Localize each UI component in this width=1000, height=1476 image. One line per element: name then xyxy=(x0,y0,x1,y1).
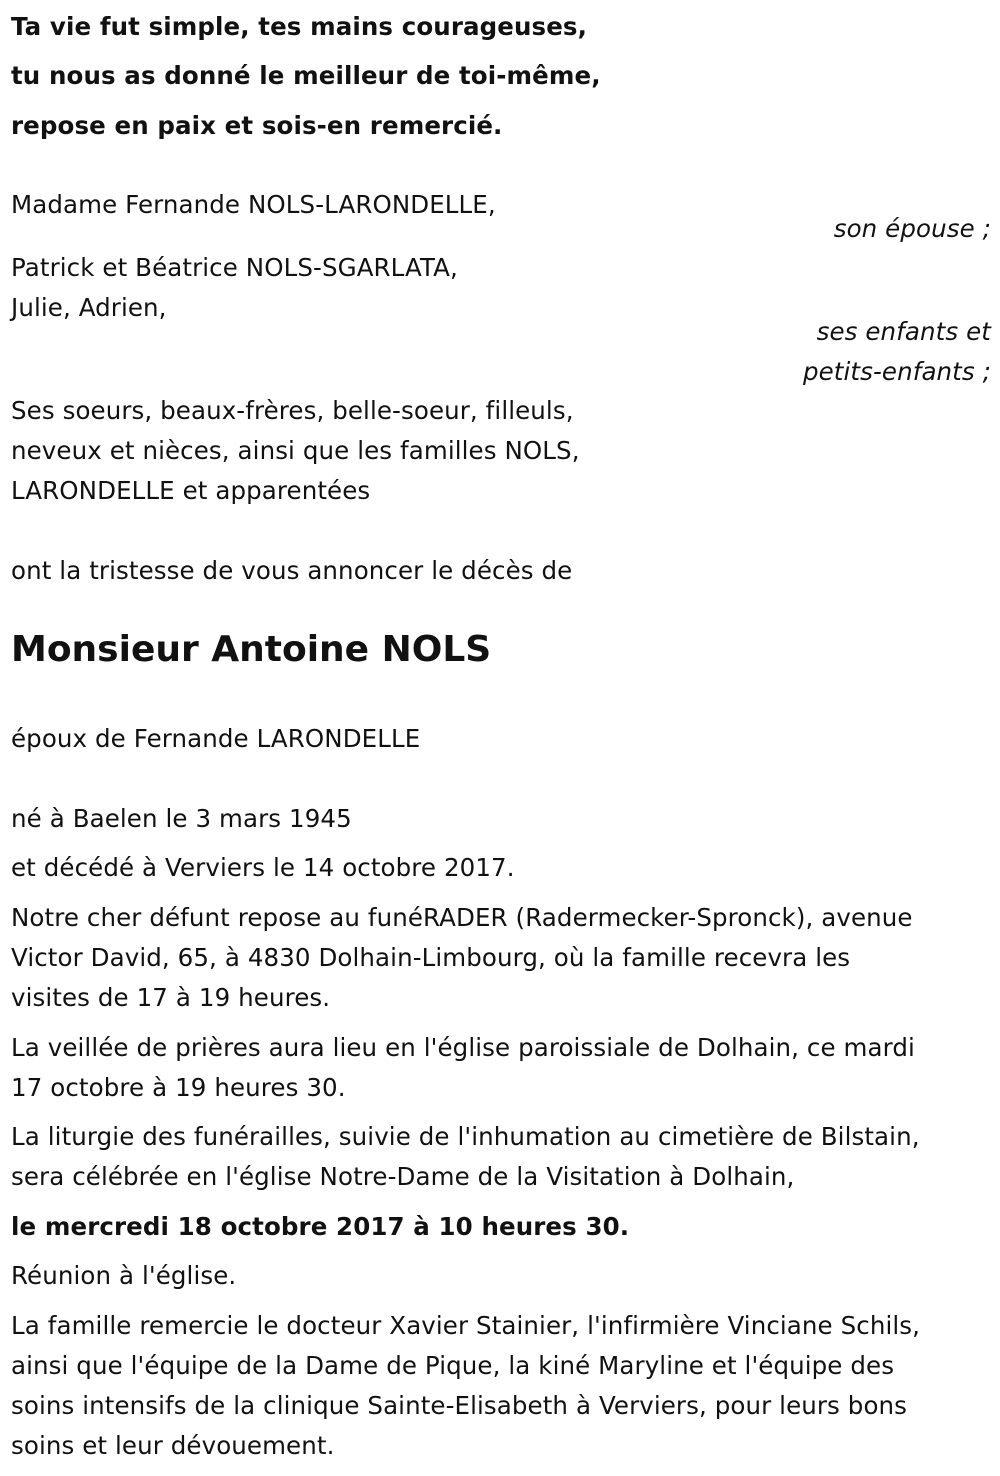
others-line-3: LARONDELLE et apparentées xyxy=(11,476,371,505)
announcement: ont la tristesse de vous annoncer le décès de xyxy=(11,556,573,585)
children-role-line-1: ses enfants et xyxy=(816,317,991,346)
thanks-line-4: soins et leur dévouement. xyxy=(11,1431,335,1460)
obituary-document xyxy=(11,0,991,1476)
thanks-line-1: La famille remercie le docteur Xavier Stainier, l'infirmière Vinciane Schils, xyxy=(11,1311,921,1340)
vigil-line-1: La veillée de prières aura lieu en l'église paroissiale de Dolhain, ce mardi xyxy=(11,1033,915,1062)
vigil-line-2: 17 octobre à 19 heures 30. xyxy=(11,1073,346,1102)
spouse-name: Madame Fernande NOLS-LARONDELLE, xyxy=(11,190,496,219)
meeting-info: Réunion à l'église. xyxy=(11,1261,237,1290)
poem-line-1: Ta vie fut simple, tes mains courageuses, xyxy=(11,12,588,41)
liturgy-line-1: La liturgie des funérailles, suivie de l'inhumation au cimetière de Bilstain, xyxy=(11,1122,920,1151)
death-info: et décédé à Verviers le 14 octobre 2017. xyxy=(11,853,515,882)
poem-line-3: repose en paix et sois-en remercié. xyxy=(11,111,503,140)
repose-line-3: visites de 17 à 19 heures. xyxy=(11,983,331,1012)
children-role-line-2: petits-enfants ; xyxy=(802,357,991,386)
others-line-2: neveux et nièces, ainsi que les familles NOLS, xyxy=(11,436,580,465)
poem-line-2: tu nous as donné le meilleur de toi-même, xyxy=(11,61,601,90)
funeral-date: le mercredi 18 octobre 2017 à 10 heures 30. xyxy=(11,1212,630,1241)
thanks-line-3: soins intensifs de la clinique Sainte-Elisabeth à Verviers, pour leurs bons xyxy=(11,1391,908,1420)
liturgy-line-2: sera célébrée en l'église Notre-Dame de la Visitation à Dolhain, xyxy=(11,1162,795,1191)
children-line-2: Julie, Adrien, xyxy=(11,293,167,322)
children-line-1: Patrick et Béatrice NOLS-SGARLATA, xyxy=(11,253,458,282)
others-line-1: Ses soeurs, beaux-frères, belle-soeur, filleuls, xyxy=(11,396,574,425)
spouse-role: son épouse ; xyxy=(833,214,991,243)
repose-line-2: Victor David, 65, à 4830 Dolhain-Limbourg, où la famille recevra les xyxy=(11,943,851,972)
thanks-line-2: ainsi que l'équipe de la Dame de Pique, la kiné Maryline et l'équipe des xyxy=(11,1351,895,1380)
deceased-name: Monsieur Antoine NOLS xyxy=(11,629,492,670)
birth-info: né à Baelen le 3 mars 1945 xyxy=(11,804,352,833)
repose-line-1: Notre cher défunt repose au funéRADER (Radermecker-Spronck), avenue xyxy=(11,903,913,932)
deceased-relation: époux de Fernande LARONDELLE xyxy=(11,724,421,753)
